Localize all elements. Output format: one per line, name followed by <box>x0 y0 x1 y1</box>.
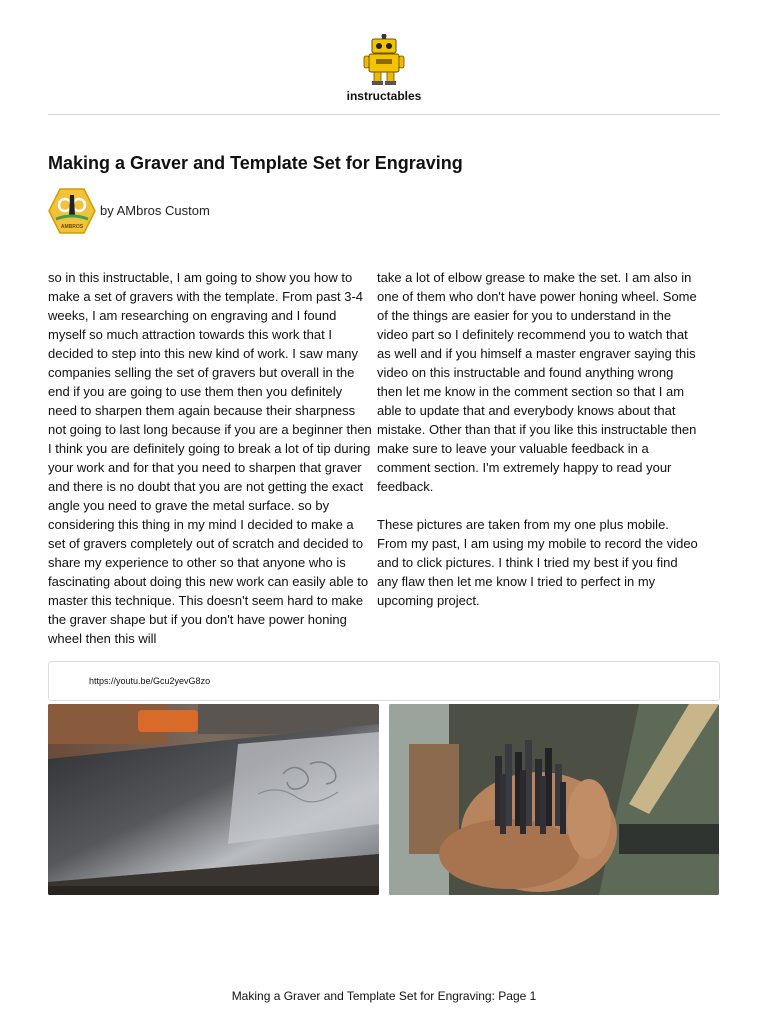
video-link[interactable]: https://youtu.be/Gcu2yevG8zo <box>89 676 211 686</box>
instructables-robot-icon <box>362 34 406 86</box>
author-avatar-hexagon-icon <box>48 187 96 235</box>
body-column-left <box>48 268 372 667</box>
logo[interactable] <box>0 34 768 86</box>
hand-holding-gravers-photo <box>389 704 719 895</box>
page-title: Making a Graver and Template Set for Engraving <box>48 153 463 173</box>
photo-engraved-plate <box>48 704 379 895</box>
photo-gravers-in-hand <box>389 704 719 895</box>
body-paragraph-1-part-1: so in this instructable, I am going to show you how to make a set of gravers with the template. From past 3-4 weeks, I am researching on engraving and I found myself so much attraction towards this work that I decided to step into this new kind of work. I saw many companies selling the set of gravers but overall in the end if you are going to use them then you definitely need to sharpen them again because their sharpness not going to last long because if you are a beginner then I think you are definitely going to break a lot of tip during your work and for that you need to sharpen that graver and there is no doubt that you are not getting the exact angle you need to grave the metal surface. so by considering this thing in my mind I decided to make a set of gravers completely out of scratch and decided to share my experience to other so that anyone who is fascinating about doing this new work can easily able to master this technique. This doesn't seem hard to make the graver shape but if you don't have power honing wheel then this will <box>48 270 372 646</box>
header-divider <box>48 114 720 115</box>
engraved-metal-plate-photo <box>48 704 379 895</box>
brand-name[interactable]: instructables <box>346 89 422 103</box>
body-paragraph-2: These pictures are taken from my one plus mobile. From my past, I am using my mobile to record the video and to click pictures. I think I tried my best if you find any flaw then let me know I tried to perfect in my upcoming project. <box>377 517 698 608</box>
avatar-text: AMBROS <box>60 224 84 230</box>
body-column-right <box>377 268 701 629</box>
author-avatar[interactable] <box>48 187 96 235</box>
page-footer: Making a Graver and Template Set for Engraving: Page 1 <box>231 989 537 1003</box>
video-embed[interactable] <box>48 661 720 701</box>
author-byline[interactable]: by AMbros Custom <box>100 203 210 218</box>
body-paragraph-1-part-2: take a lot of elbow grease to make the set. I am also in one of them who don't have power honing wheel. Some of the things are easier for you to understand in the video part so I definitely recommend you to watch that as well and if you himself a master engraver saying this video on this instructable and found anything wrong then let me know in the comment section so that I am able to update that and everybody knows about that mistake. Other than that if you like this instructable then make sure to leave your valuable feedback in a comment section. I'm extremely happy to read your feedback. <box>377 270 697 494</box>
